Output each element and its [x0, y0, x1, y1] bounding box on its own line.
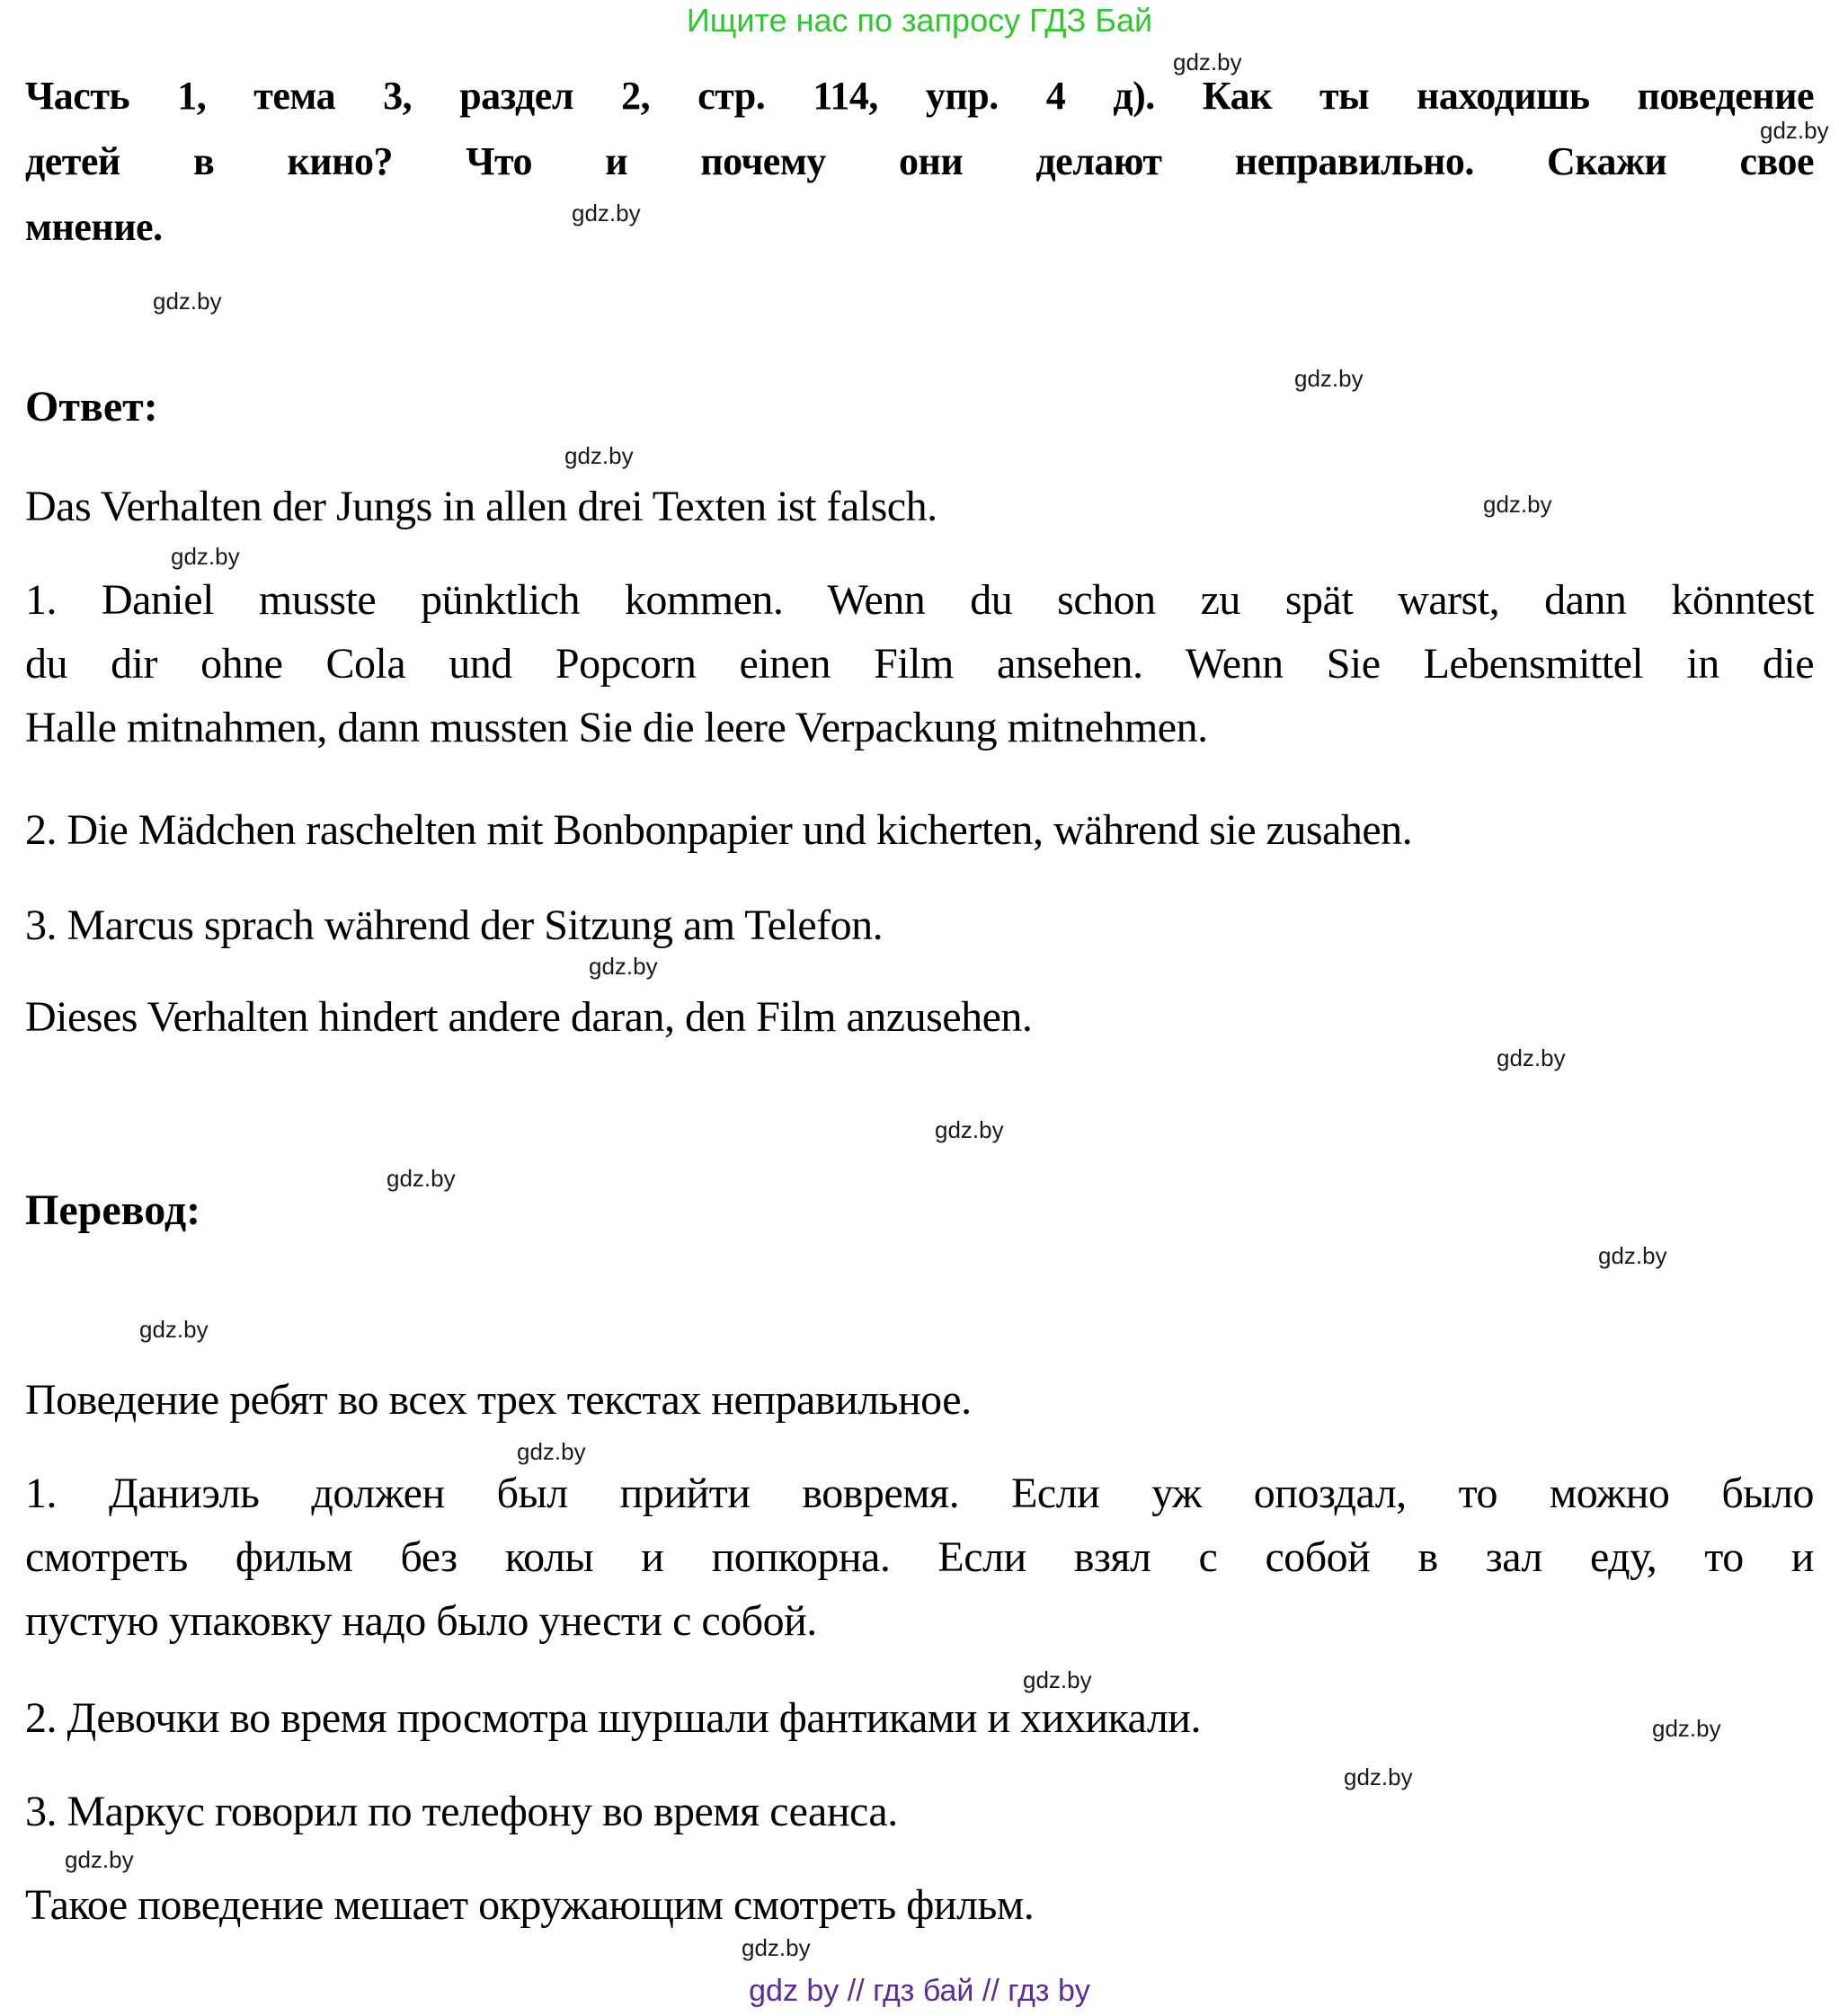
promo-banner-text: Ищите нас по запросу ГДЗ Бай	[686, 2, 1153, 39]
gdz-watermark: gdz.by	[1497, 1044, 1566, 1071]
gdz-watermark: gdz.by	[564, 442, 634, 469]
answer-p1-line-3: Halle mitnahmen, dann mussten Sie die leere Verpackung mitnehmen.	[25, 704, 1208, 751]
gdz-watermark: gdz.by	[1344, 1763, 1413, 1790]
translation-p1-line-1: 1. Даниэль должен был прийти вовремя. Если уж опоздал, то можно было	[25, 1470, 1814, 1517]
gdz-watermark: gdz.by	[589, 953, 658, 980]
gdz-watermark: gdz.by	[517, 1438, 586, 1465]
translation-heading: Перевод:	[25, 1186, 201, 1234]
exercise-title	[25, 63, 1814, 260]
answer-paragraph-3: 3. Marcus sprach während der Sitzung am Telefon.	[25, 901, 884, 949]
gdz-watermark: gdz.by	[65, 1846, 134, 1873]
answer-paragraph-1	[25, 568, 1814, 759]
gdz-watermark: gdz.by	[386, 1165, 456, 1192]
gdz-watermark: gdz.by	[139, 1316, 209, 1343]
answer-intro: Das Verhalten der Jungs in allen drei Texten ist falsch.	[25, 483, 937, 530]
answer-outro: Dieses Verhalten hindert andere daran, den Film anzusehen.	[25, 993, 1033, 1041]
translation-paragraph-3: 3. Маркус говорил по телефону во время сеанса.	[25, 1788, 898, 1835]
gdz-watermark: gdz.by	[1652, 1715, 1721, 1742]
gdz-watermark: gdz.by	[935, 1116, 1004, 1143]
exercise-title-line-2: детей в кино? Что и почему они делают неправильно. Скажи свое	[25, 139, 1814, 183]
translation-outro: Такое поведение мешает окружающим смотреть фильм.	[25, 1881, 1035, 1929]
gdz-watermark: gdz.by	[153, 288, 222, 315]
answer-p1-line-2: du dir ohne Cola und Popcorn einen Film ansehen. Wenn Sie Lebensmittel in die	[25, 640, 1814, 688]
gdz-watermark: gdz.by	[1483, 491, 1552, 518]
gdz-watermark: gdz.by	[1294, 365, 1364, 392]
translation-p1-line-2: смотреть фильм без колы и попкорна. Если взял с собой в зал еду, то и	[25, 1533, 1814, 1581]
translation-paragraph-2: 2. Девочки во время просмотра шуршали фантиками и хихикали.	[25, 1694, 1201, 1742]
translation-intro: Поведение ребят во всех трех текстах неправильное.	[25, 1376, 972, 1424]
footer-brand-text: gdz by // гдз бай // гдз by	[749, 1974, 1090, 2008]
gdz-watermark: gdz.by	[1760, 117, 1829, 144]
gdz-watermark: gdz.by	[572, 200, 641, 226]
gdz-watermark: gdz.by	[1023, 1666, 1092, 1693]
translation-paragraph-1	[25, 1461, 1814, 1653]
translation-p1-line-3: пустую упаковку надо было унести с собой.	[25, 1597, 817, 1645]
answer-heading: Ответ:	[25, 383, 158, 431]
answer-p1-line-1: 1. Daniel musste pünktlich kommen. Wenn du schon zu spät warst, dann könntest	[25, 576, 1814, 624]
gdz-watermark: gdz.by	[171, 543, 240, 570]
gdz-watermark: gdz.by	[1173, 49, 1242, 75]
exercise-title-line-1: Часть 1, тема 3, раздел 2, стр. 114, упр. 4 д). Как ты находишь поведение	[25, 74, 1814, 118]
gdz-watermark: gdz.by	[1598, 1242, 1667, 1269]
gdz-watermark: gdz.by	[742, 1934, 811, 1961]
exercise-title-line-3: мнение.	[25, 205, 163, 249]
answer-paragraph-2: 2. Die Mädchen raschelten mit Bonbonpapier und kicherten, während sie zusahen.	[25, 806, 1413, 854]
